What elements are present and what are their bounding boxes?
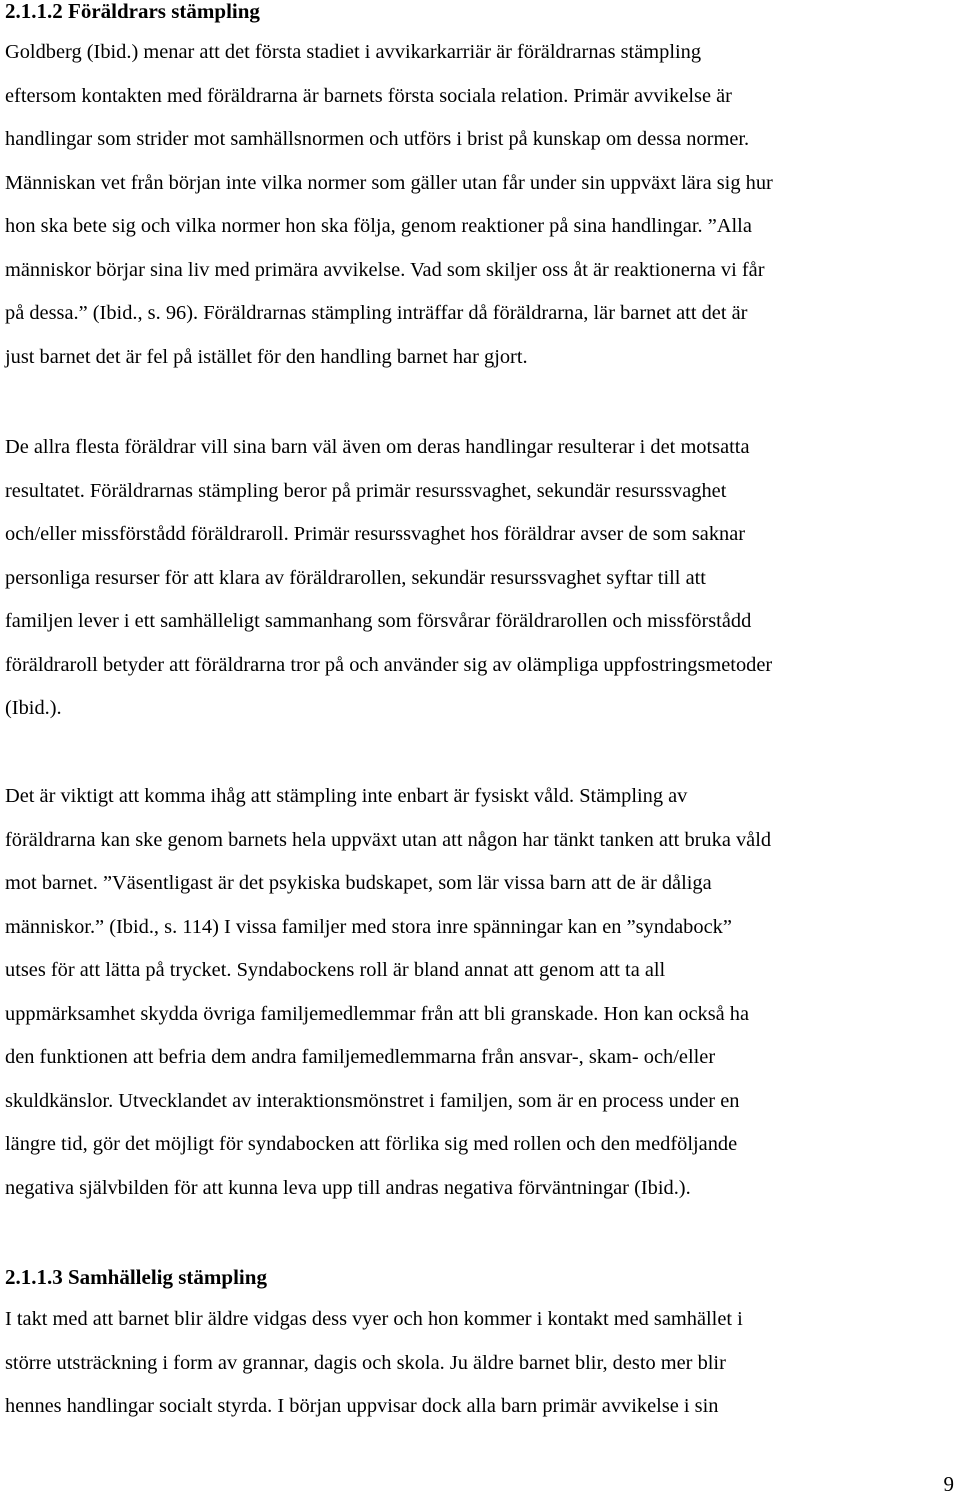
text-line: och/eller missförstådd föräldraroll. Primär resurssvaghet hos föräldrar avser de som saknar — [5, 523, 746, 545]
text-line: Det är viktigt att komma ihåg att stämpling inte enbart är fysiskt våld. Stämpling av — [5, 785, 688, 807]
text-line: (Ibid.). — [5, 697, 62, 719]
text-line: människor börjar sina liv med primära avvikelse. Vad som skiljer oss åt är reaktionerna vi får — [5, 258, 765, 281]
section-heading: 2.1.1.3 Samhällelig stämpling — [5, 1265, 267, 1289]
page-number: 9 — [943, 1472, 954, 1496]
text-line: längre tid, gör det möjligt för syndabocken att förlika sig med rollen och den medföljande — [5, 1133, 738, 1155]
paragraph — [5, 426, 772, 731]
text-line: familjen lever i ett samhälleligt sammanhang som försvårar föräldrarollen och missförstådd — [5, 610, 752, 632]
text-line: hennes handlingar socialt styrda. I början uppvisar dock alla barn primär avvikelse i sin — [5, 1395, 719, 1417]
text-line: mot barnet. ”Väsentligast är det psykiska budskapet, som lär vissa barn att de är dåliga — [5, 872, 712, 894]
paragraph — [5, 1298, 743, 1429]
text-line: eftersom kontakten med föräldrarna är barnets första sociala relation. Primär avvikelse är — [5, 84, 732, 107]
paragraph — [5, 775, 771, 1210]
section-heading: 2.1.1.2 Föräldrars stämpling — [5, 0, 260, 23]
text-line: Människan vet från början inte vilka normer som gäller utan får under sin uppväxt lära sig hur — [5, 171, 773, 194]
text-line: den funktionen att befria dem andra familjemedlemmarna från ansvar-, skam- och/eller — [5, 1046, 716, 1068]
text-line: negativa självbilden för att kunna leva upp till andras negativa förväntningar (Ibid.). — [5, 1176, 691, 1199]
text-line: människor.” (Ibid., s. 114) I vissa familjer med stora inre spänningar kan en ”syndabock” — [5, 915, 732, 938]
text-line: större utsträckning i form av grannar, dagis och skola. Ju äldre barnet blir, desto mer blir — [5, 1351, 726, 1374]
text-line: föräldraroll betyder att föräldrarna tror på och använder sig av olämpliga uppfostringsmetoder — [5, 653, 773, 676]
text-line: De allra flesta föräldrar vill sina barn väl även om deras handlingar resulterar i det motsatta — [5, 436, 750, 458]
text-line: uppmärksamhet skydda övriga familjemedlemmar från att bli granskade. Hon kan också ha — [5, 1002, 750, 1025]
text-line: föräldrarna kan ske genom barnets hela uppväxt utan att någon har tänkt tanken att bruka våld — [5, 828, 772, 851]
text-line: utses för att lätta på trycket. Syndabockens roll är bland annat att genom att ta all — [5, 959, 666, 981]
text-line: personliga resurser för att klara av föräldrarollen, sekundär resurssvaghet syftar till att — [5, 566, 706, 589]
text-line: hon ska bete sig och vilka normer hon ska följa, genom reaktioner på sina handlingar. ”Alla — [5, 215, 752, 237]
text-line: I takt med att barnet blir äldre vidgas dess vyer och hon kommer i kontakt med samhället i — [5, 1308, 743, 1330]
text-line: resultatet. Föräldrarnas stämpling beror på primär resurssvaghet, sekundär resurssvaghet — [5, 479, 727, 502]
text-line: skuldkänslor. Utvecklandet av interaktionsmönstret i familjen, som är en process under en — [5, 1089, 740, 1112]
text-line: på dessa.” (Ibid., s. 96). Föräldrarnas stämpling inträffar då föräldrarna, lär barnet att det är — [5, 302, 748, 324]
text-line: handlingar som strider mot samhällsnormen och utförs i brist på kunskap om dessa normer. — [5, 128, 750, 150]
text-line: Goldberg (Ibid.) menar att det första stadiet i avvikarkarriär är föräldrarnas stämpling — [5, 41, 702, 63]
text-line: just barnet det är fel på istället för den handling barnet har gjort. — [5, 345, 528, 368]
paragraph — [5, 31, 773, 379]
